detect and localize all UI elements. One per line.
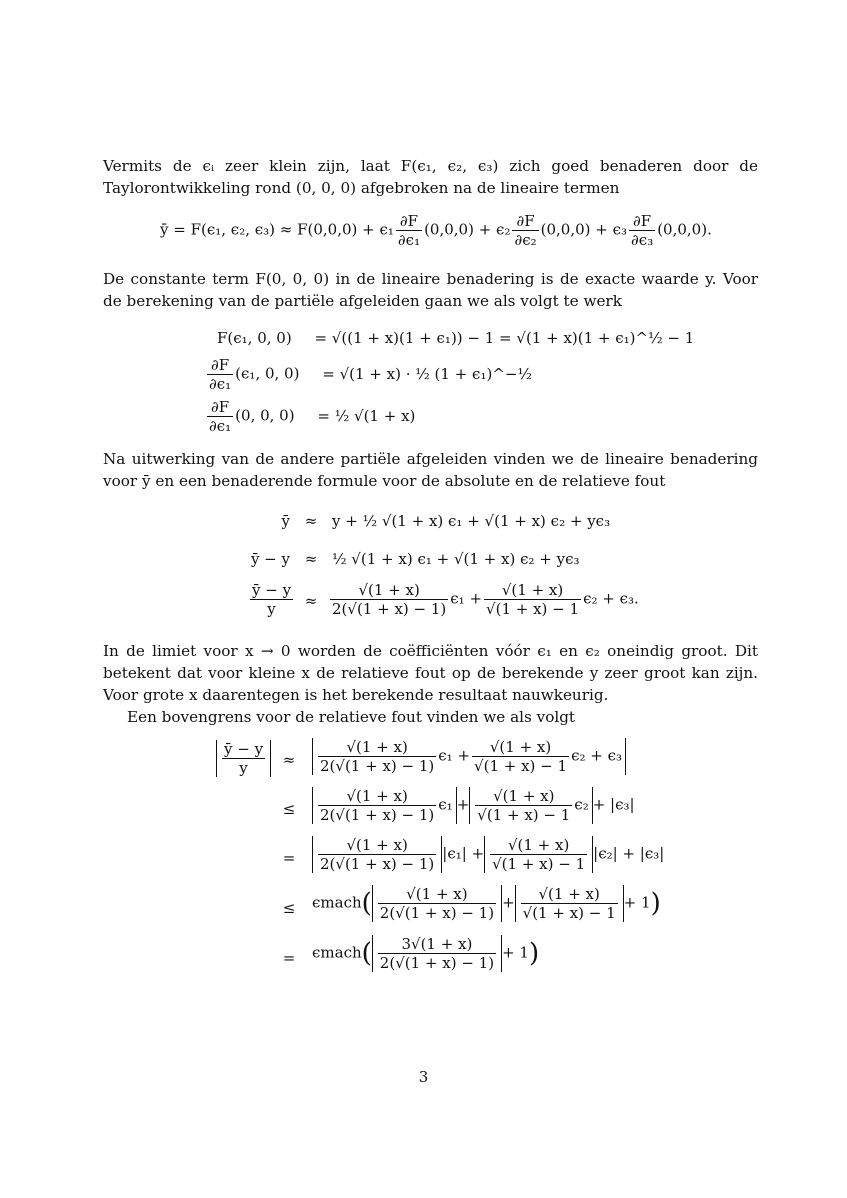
frac-den: ∂ϵ₃: [631, 231, 654, 249]
eq1-term1: (0,0,0) + ϵ₂: [424, 220, 511, 239]
frac-num: √(1 + x): [490, 836, 587, 855]
eq3-row1-rhs: y + ½ √(1 + x) ϵ₁ + √(1 + x) ϵ₂ + yϵ₃: [332, 512, 611, 530]
frac-num: √(1 + x): [318, 836, 436, 855]
eq3-row2-lhs: ȳ − y: [250, 550, 290, 568]
frac-num: √(1 + x): [318, 787, 436, 806]
eq4-row5-rhs: [312, 935, 539, 972]
eq1-term3: (0,0,0).: [657, 220, 712, 239]
eq2-row3-args: (0, 0, 0): [235, 406, 295, 425]
abs-term1: [312, 787, 457, 824]
frac-den: √(1 + x) − 1: [474, 757, 568, 775]
abs-combined-coef: [372, 935, 502, 972]
frac-den: ∂ϵ₂: [514, 231, 537, 249]
eq3-row3-end: ϵ₂ + ϵ₃.: [583, 589, 639, 608]
frac-num: √(1 + x): [318, 738, 436, 757]
eq4-row1-rel: ≈: [282, 751, 296, 769]
paragraph-upper-bound: Een bovengrens voor de relatieve fout vinden we als volgt: [127, 708, 576, 726]
paren-close: ): [528, 938, 540, 969]
eq4-row4-plus: +: [502, 893, 515, 912]
eq3-row1-lhs: ȳ: [281, 512, 290, 530]
eq4-row3-a: |ϵ₁| +: [442, 844, 485, 863]
fraction-dF-de1: [207, 398, 233, 435]
abs-coef2: [515, 885, 624, 922]
frac-den: 2(√(1 + x) − 1): [320, 757, 435, 775]
eq2-row1: [217, 328, 694, 348]
paragraph-linear-approximation: Na uitwerking van de andere partiële afgeleiden vinden we de lineaire benadering voor ȳ en een benaderende formule voor de absolute en de relatieve fout: [103, 450, 758, 490]
eq4-row4-rel: ≤: [282, 899, 296, 917]
paragraph-constant-term: De constante term F(0, 0, 0) in de lineaire benadering is de exacte waarde y. Voor de berekening van de partiële afgeleiden gaan we als volgt te werk: [103, 270, 758, 310]
eq4-lhs: [216, 740, 271, 777]
fraction-coef-e1: [318, 787, 436, 824]
frac-den: ∂ϵ₁: [397, 231, 421, 249]
frac-den: 2(√(1 + x) − 1): [332, 600, 447, 618]
eq4-row5-rel: =: [282, 949, 296, 967]
fraction-dF-de2: [512, 212, 538, 249]
frac-num: √(1 + x): [484, 581, 581, 600]
paren-open: (: [361, 888, 372, 919]
frac-num: ȳ − y: [224, 740, 264, 758]
frac-den: 2(√(1 + x) − 1): [320, 806, 435, 824]
frac-den: ∂ϵ₁: [209, 375, 232, 393]
frac-num: ∂F: [207, 398, 233, 417]
frac-num: ∂F: [629, 212, 655, 231]
abs-coef2: [484, 836, 593, 873]
frac-den: ∂ϵ₁: [209, 417, 232, 435]
fraction-coef-e2: [490, 836, 587, 873]
frac-den: y: [239, 759, 248, 777]
fraction-coef-e2: [484, 581, 581, 618]
eq4-row4-rhs: [312, 885, 661, 922]
frac-den: √(1 + x) − 1: [486, 600, 580, 618]
eq4-row2-plus: +: [456, 795, 470, 814]
frac-num: √(1 + x): [378, 885, 496, 904]
eq2-row3-rhs: = ½ √(1 + x): [317, 406, 416, 425]
eq3-row3-rhs: [328, 581, 639, 618]
frac-den: √(1 + x) − 1: [522, 904, 616, 922]
eq3-row3-mid: ϵ₁ +: [450, 589, 483, 608]
eq3-row2-rhs: ½ √(1 + x) ϵ₁ + √(1 + x) ϵ₂ + yϵ₃: [332, 550, 580, 568]
abs-coef1: [372, 885, 502, 922]
fraction-coef-e2: [521, 885, 618, 922]
eq4-row2-rhs: [312, 787, 635, 824]
abs-term2: [469, 787, 592, 824]
frac-num: ∂F: [512, 212, 538, 231]
frac-den: 2(√(1 + x) − 1): [320, 855, 435, 873]
frac-den: 2(√(1 + x) − 1): [379, 904, 495, 922]
fraction-relative-error: [222, 740, 265, 777]
fraction-combined: [378, 935, 496, 972]
fraction-coef-e2: [475, 787, 572, 824]
eq2-row2: [205, 356, 532, 393]
eq4-row5-end: + 1: [502, 943, 529, 962]
eq4-row1-b: ϵ₂ + ϵ₃: [571, 746, 622, 765]
eq4-row2-b: ϵ₂: [574, 795, 589, 814]
eq3-row3-rel: ≈: [304, 592, 318, 610]
paragraph-limit: In de limiet voor x → 0 worden de coëfficiënten vóór ϵ₁ en ϵ₂ oneindig groot. Dit betekent dat voor kleine x de relatieve fout op de berekende y zeer groot kan zijn. Voor grote x daarentegen is het berekende resultaat nauwkeurig.: [103, 642, 758, 704]
abs-sum: [312, 738, 626, 775]
fraction-dF-de1: [207, 356, 233, 393]
epsilon-mach: ϵmach: [312, 893, 362, 912]
eq1-lhs: ȳ = F(ϵ₁, ϵ₂, ϵ₃) ≈ F(0,0,0) + ϵ₁: [160, 220, 394, 239]
eq4-row3-rel: =: [282, 849, 296, 867]
fraction-coef-e1: [318, 836, 436, 873]
frac-num: √(1 + x): [472, 738, 569, 757]
fraction-dF-de3: [629, 212, 655, 249]
eq3-row1-rel: ≈: [304, 512, 318, 530]
equation-errors: [248, 505, 648, 635]
eq4-row3-b: |ϵ₂| + |ϵ₃|: [593, 844, 665, 863]
frac-num: ∂F: [396, 212, 422, 231]
paragraph-intro: Vermits de ϵᵢ zeer klein zijn, laat F(ϵ₁, ϵ₂, ϵ₃) zich goed benaderen door de Taylorontwikkeling rond (0, 0, 0) afgebroken na de lineaire termen: [103, 157, 758, 197]
frac-num: √(1 + x): [521, 885, 618, 904]
epsilon-mach: ϵmach: [312, 943, 362, 962]
eq2-row1-rhs: = √((1 + x)(1 + ϵ₁)) − 1 = √(1 + x)(1 + ϵ₁)^½ − 1: [314, 329, 695, 347]
eq1-term2: (0,0,0) + ϵ₃: [540, 220, 628, 239]
eq4-row1-a: ϵ₁ +: [438, 746, 471, 765]
eq4-row2-c: + |ϵ₃|: [592, 795, 635, 814]
eq2-row1-lhs: F(ϵ₁, 0, 0): [217, 329, 292, 347]
frac-den: √(1 + x) − 1: [492, 855, 586, 873]
frac-num: ∂F: [207, 356, 233, 375]
eq4-row2-a: ϵ₁: [438, 795, 453, 814]
abs-relative-error: [216, 740, 271, 777]
abs-coef1: [312, 836, 442, 873]
eq2-row3: [205, 398, 415, 435]
eq4-row2-rel: ≤: [282, 800, 296, 818]
eq4-row4-end: + 1: [623, 893, 651, 912]
fraction-coef-e2: [472, 738, 569, 775]
eq3-row2-rel: ≈: [304, 550, 318, 568]
frac-num: 3√(1 + x): [378, 935, 496, 954]
frac-num: ȳ − y: [252, 581, 292, 599]
frac-den: 2(√(1 + x) − 1): [379, 954, 495, 972]
frac-den: y: [267, 600, 276, 618]
fraction-dF-de1: [396, 212, 422, 249]
eq2-row2-rhs: = √(1 + x) · ½ (1 + ϵ₁)^−½: [322, 364, 532, 383]
fraction-coef-e1: [378, 885, 496, 922]
fraction-coef-e1: [330, 581, 448, 618]
fraction-relative-error: [250, 581, 293, 618]
eq2-row2-args: (ϵ₁, 0, 0): [235, 364, 300, 383]
paren-close: ): [650, 888, 661, 919]
fraction-coef-e1: [318, 738, 436, 775]
page-number: 3: [418, 1068, 429, 1086]
paren-open: (: [361, 938, 372, 969]
eq3-row3-lhs: [248, 581, 295, 618]
equation-upper-bound: [216, 738, 665, 988]
eq4-row3-rhs: [312, 836, 664, 873]
frac-num: √(1 + x): [475, 787, 572, 806]
eq4-row1-rhs: [312, 738, 626, 775]
frac-num: √(1 + x): [330, 581, 448, 600]
equation-taylor: [160, 212, 712, 249]
frac-den: √(1 + x) − 1: [477, 806, 571, 824]
